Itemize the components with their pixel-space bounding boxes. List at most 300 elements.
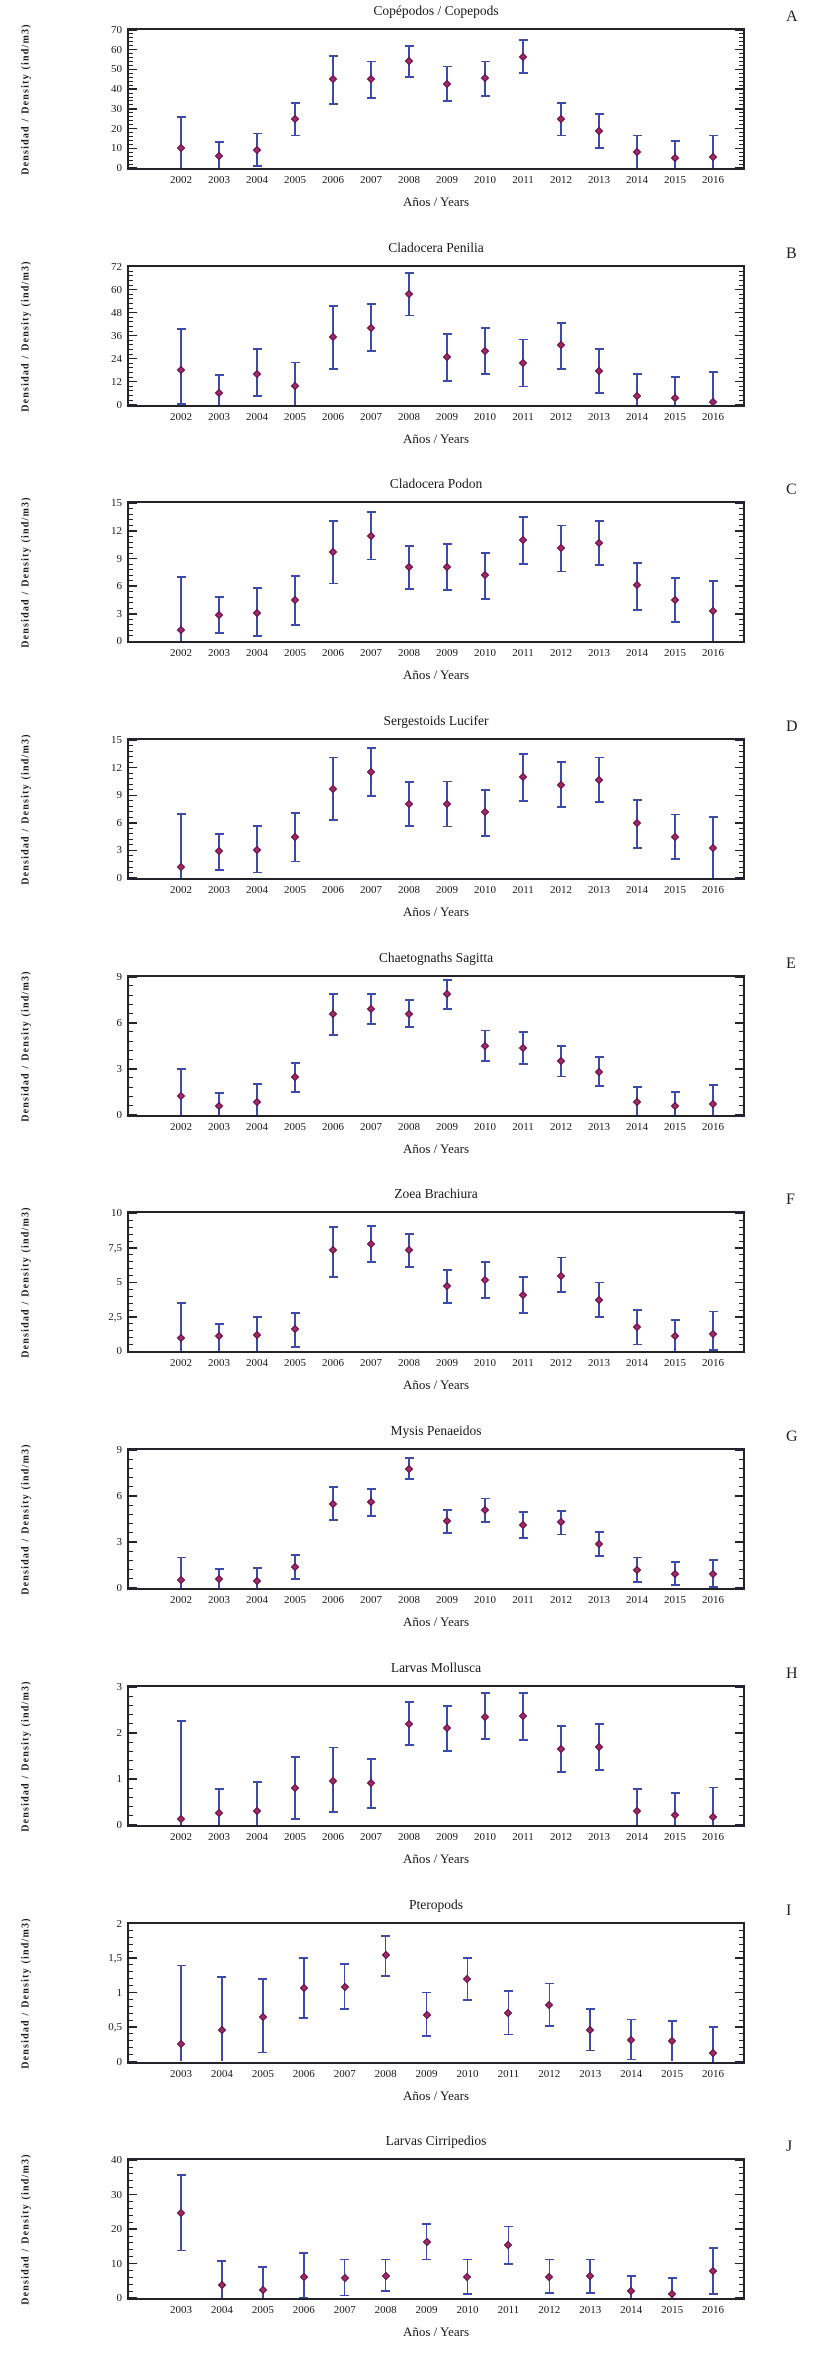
error-bar-cap-top [405, 1233, 414, 1235]
error-bar-cap-top [557, 1510, 566, 1512]
y-minor-tick [129, 553, 133, 554]
y-minor-tick [739, 1096, 743, 1097]
y-minor-tick [129, 872, 133, 873]
y-minor-tick [129, 995, 133, 996]
error-bar-cap-top [633, 1086, 642, 1088]
y-minor-tick [739, 2291, 743, 2292]
y-minor-tick [739, 1964, 743, 1965]
y-minor-tick [129, 2187, 133, 2188]
error-bar-cap-bottom [481, 1521, 490, 1523]
y-minor-tick [739, 367, 743, 368]
y-minor-tick [129, 514, 133, 515]
error-bar-cap-bottom [481, 835, 490, 837]
data-point-marker [557, 544, 565, 552]
y-minor-tick [739, 1337, 743, 1338]
x-tick-label: 2002 [170, 1120, 192, 1133]
data-point-marker [177, 1333, 185, 1341]
y-minor-tick [739, 308, 743, 309]
error-bar-cap-bottom [481, 1738, 490, 1740]
error-bar-cap-bottom [595, 801, 604, 803]
y-minor-tick [739, 120, 743, 121]
error-bar-cap-bottom [519, 1312, 528, 1314]
y-major-tick [129, 108, 137, 110]
y-tick-label: 3 [116, 844, 122, 857]
y-minor-tick [739, 156, 743, 157]
x-tick-label: 2005 [284, 1830, 306, 1843]
error-bar-cap-top [671, 1561, 680, 1563]
error-bar-cap-top [557, 525, 566, 527]
x-tick-label: 2008 [398, 1594, 420, 1607]
y-tick-label: 50 [111, 63, 122, 76]
y-minor-tick [739, 140, 743, 141]
y-tick-label: 9 [116, 1444, 122, 1457]
error-bar-cap-top [557, 761, 566, 763]
x-tick-label: 2010 [474, 647, 496, 660]
error-bar-cap-top [463, 2259, 472, 2261]
data-point-marker [557, 114, 565, 122]
error-bar-line [180, 1721, 182, 1825]
error-bar-cap-top [253, 1567, 262, 1569]
y-minor-tick [129, 271, 133, 272]
y-axis-title: Densidad / Density (ind/m3) [20, 969, 32, 1122]
error-bar-cap-bottom [340, 2295, 349, 2297]
x-tick-label: 2004 [246, 1830, 268, 1843]
error-bar-cap-top [291, 812, 300, 814]
error-bar-cap-top [633, 799, 642, 801]
error-bar-cap-bottom [405, 315, 414, 317]
y-major-tick [129, 613, 137, 615]
y-major-tick [129, 404, 137, 406]
x-tick-label: 2003 [170, 2304, 192, 2317]
y-major-tick [129, 877, 137, 879]
y-major-tick [735, 1247, 743, 1249]
y-tick-label: 0,5 [108, 2021, 122, 2033]
x-axis-title: Años / Years [402, 667, 470, 683]
x-tick-label: 2006 [322, 1830, 344, 1843]
data-point-marker [253, 1807, 261, 1815]
error-bar-cap-bottom [299, 2297, 308, 2299]
y-minor-tick [129, 285, 133, 286]
data-point-marker [218, 2281, 226, 2289]
y-minor-tick [739, 1978, 743, 1979]
x-tick-label: 2007 [360, 1357, 382, 1370]
y-major-tick [129, 1923, 137, 1925]
y-major-tick [735, 2194, 743, 2196]
data-point-marker [671, 1569, 679, 1577]
y-minor-tick [129, 1769, 133, 1770]
x-tick-label: 2008 [374, 2304, 397, 2317]
y-minor-tick [129, 132, 133, 133]
y-minor-tick [739, 630, 743, 631]
y-major-tick [735, 404, 743, 406]
error-bar-cap-top [443, 543, 452, 545]
y-minor-tick [739, 275, 743, 276]
y-major-tick [735, 877, 743, 879]
error-bar-cap-top [367, 303, 376, 305]
y-minor-tick [129, 400, 133, 401]
data-point-marker [215, 1102, 223, 1110]
y-minor-tick [739, 61, 743, 62]
data-point-marker [177, 2040, 185, 2048]
error-bar-cap-top [545, 2259, 554, 2261]
error-bar-cap-bottom [329, 819, 338, 821]
x-tick-label: 2015 [664, 1357, 686, 1370]
y-minor-tick [739, 580, 743, 581]
error-bar-cap-top [291, 102, 300, 104]
error-bar-cap-top [422, 2223, 431, 2225]
y-minor-tick [129, 73, 133, 74]
y-minor-tick [739, 2040, 743, 2041]
y-minor-tick [739, 608, 743, 609]
data-point-marker [177, 2208, 185, 2216]
error-bar-cap-top [215, 596, 224, 598]
y-minor-tick [739, 1468, 743, 1469]
y-major-tick [735, 1213, 743, 1215]
y-major-tick [735, 2061, 743, 2063]
x-tick-label: 2003 [208, 1594, 230, 1607]
error-bar-cap-top [627, 2275, 636, 2277]
error-bar-cap-bottom [329, 1811, 338, 1813]
y-minor-tick [739, 104, 743, 105]
y-minor-tick [129, 280, 133, 281]
plot-frame [127, 975, 745, 1117]
data-point-marker [481, 1275, 489, 1283]
y-minor-tick [129, 1296, 133, 1297]
y-minor-tick [129, 773, 133, 774]
y-minor-tick [739, 33, 743, 34]
x-tick-label: 2011 [512, 1357, 534, 1370]
x-tick-label: 2008 [398, 1830, 420, 1843]
y-minor-tick [739, 85, 743, 86]
y-major-tick [129, 1541, 137, 1543]
error-bar-cap-bottom [557, 1771, 566, 1773]
y-minor-tick [129, 112, 133, 113]
x-axis-title: Años / Years [402, 2087, 470, 2103]
y-minor-tick [739, 53, 743, 54]
x-tick-label: 2008 [398, 1357, 420, 1370]
x-tick-label: 2003 [208, 1830, 230, 1843]
plot-frame [127, 738, 745, 880]
y-minor-tick [739, 2020, 743, 2021]
data-point-marker [177, 1092, 185, 1100]
data-point-marker [291, 1563, 299, 1571]
x-tick-label: 2016 [702, 884, 724, 897]
y-major-tick [129, 976, 137, 978]
y-minor-tick [129, 367, 133, 368]
data-point-marker [709, 153, 717, 161]
x-tick-label: 2005 [284, 1120, 306, 1133]
x-tick-label: 2006 [292, 2067, 315, 2080]
y-minor-tick [129, 1261, 133, 1262]
y-major-tick [735, 585, 743, 587]
y-minor-tick [739, 160, 743, 161]
y-minor-tick [739, 1241, 743, 1242]
data-point-marker [709, 1569, 717, 1577]
y-minor-tick [739, 400, 743, 401]
error-bar-cap-bottom [215, 632, 224, 634]
error-bar-cap-bottom [405, 1266, 414, 1268]
data-point-marker [177, 1575, 185, 1583]
chart-title: Larvas Mollusca [390, 1659, 482, 1675]
data-point-marker [215, 389, 223, 397]
error-bar-cap-bottom [422, 2259, 431, 2261]
y-minor-tick [739, 1059, 743, 1060]
error-bar-cap-bottom [633, 609, 642, 611]
data-point-marker [633, 148, 641, 156]
y-major-tick [129, 1022, 137, 1024]
error-bar-cap-bottom [504, 2263, 513, 2265]
error-bar-cap-bottom [253, 165, 262, 167]
y-minor-tick [129, 363, 133, 364]
error-bar-cap-bottom [481, 373, 490, 375]
error-bar-cap-top [633, 1788, 642, 1790]
chart-title: Copépodos / Copepods [373, 3, 499, 18]
y-minor-tick [129, 331, 133, 332]
y-minor-tick [129, 1303, 133, 1304]
error-bar-cap-top [519, 1692, 528, 1694]
error-bar-cap-top [709, 371, 718, 373]
x-tick-label: 2003 [208, 1120, 230, 1133]
y-minor-tick [739, 344, 743, 345]
x-tick-label: 2011 [497, 2067, 520, 2080]
y-minor-tick [129, 630, 133, 631]
plot-frame [127, 2158, 745, 2300]
x-tick-label: 2004 [246, 647, 268, 660]
error-bar-cap-top [367, 1758, 376, 1760]
y-minor-tick [129, 1227, 133, 1228]
y-tick-label: 12 [111, 524, 122, 537]
y-minor-tick [129, 542, 133, 543]
y-minor-tick [739, 597, 743, 598]
y-minor-tick [739, 1323, 743, 1324]
y-minor-tick [129, 1059, 133, 1060]
y-minor-tick [129, 2277, 133, 2278]
y-minor-tick [129, 800, 133, 801]
error-bar-cap-top [671, 814, 680, 816]
y-axis-title: Densidad / Density (ind/m3) [20, 23, 32, 175]
y-minor-tick [129, 1275, 133, 1276]
y-tick-label: 0 [116, 162, 122, 174]
x-tick-label: 2013 [579, 2067, 602, 2080]
error-bar-line [180, 1303, 182, 1351]
y-minor-tick [739, 519, 743, 520]
y-tick-label: 0 [116, 872, 122, 885]
y-minor-tick [739, 1760, 743, 1761]
y-minor-tick [739, 57, 743, 58]
error-bar-cap-bottom [405, 1026, 414, 1028]
y-major-tick [735, 381, 743, 383]
error-bar-line [218, 1789, 220, 1825]
y-minor-tick [739, 1797, 743, 1798]
x-tick-label: 2005 [284, 410, 306, 423]
y-major-tick [735, 2297, 743, 2299]
error-bar-cap-top [253, 1083, 262, 1085]
y-minor-tick [129, 1523, 133, 1524]
x-tick-label: 2010 [474, 410, 496, 423]
x-tick-label: 2010 [474, 174, 496, 186]
y-major-tick [129, 503, 137, 505]
data-point-marker [671, 1332, 679, 1340]
x-axis-title: Años / Years [402, 1614, 470, 1630]
y-tick-label: 60 [111, 283, 122, 296]
error-bar-cap-top [595, 1531, 604, 1533]
x-tick-label: 2011 [512, 647, 534, 660]
y-minor-tick [129, 1751, 133, 1752]
data-point-marker [519, 359, 527, 367]
y-minor-tick [739, 132, 743, 133]
y-minor-tick [739, 985, 743, 986]
y-minor-tick [129, 1696, 133, 1697]
y-major-tick [735, 289, 743, 291]
error-bar-cap-bottom [557, 571, 566, 573]
y-minor-tick [129, 317, 133, 318]
y-minor-tick [129, 536, 133, 537]
y-tick-label: 0 [116, 2292, 122, 2305]
y-minor-tick [129, 1806, 133, 1807]
data-point-marker [595, 775, 603, 783]
panel-letter: C [786, 481, 797, 499]
error-bar-cap-top [519, 1511, 528, 1513]
y-minor-tick [129, 547, 133, 548]
chart-title: Sergestoids Lucifer [383, 713, 489, 729]
error-bar-cap-bottom [329, 1519, 338, 1521]
data-point-marker [481, 571, 489, 579]
y-minor-tick [739, 2242, 743, 2243]
y-minor-tick [739, 1937, 743, 1938]
error-bar-cap-bottom [595, 392, 604, 394]
data-point-marker [671, 1102, 679, 1110]
y-major-tick [129, 1686, 137, 1688]
error-bar-cap-top [463, 1957, 472, 1959]
chart-panel-h [0, 1657, 837, 1894]
y-minor-tick [739, 1696, 743, 1697]
error-bar-cap-top [519, 39, 528, 41]
y-major-tick [129, 1449, 137, 1451]
error-bar-cap-bottom [519, 563, 528, 565]
data-point-marker [443, 799, 451, 807]
x-tick-label: 2004 [246, 1357, 268, 1370]
y-tick-label: 30 [111, 102, 122, 115]
y-minor-tick [739, 1705, 743, 1706]
error-bar-cap-bottom [405, 1478, 414, 1480]
data-point-marker [557, 781, 565, 789]
x-tick-label: 2004 [210, 2304, 233, 2317]
error-bar-cap-top [381, 1935, 390, 1937]
y-major-tick [735, 108, 743, 110]
x-tick-label: 2015 [661, 2067, 684, 2080]
y-axis-title: Densidad / Density (ind/m3) [20, 1443, 32, 1595]
error-bar-cap-bottom [557, 368, 566, 370]
y-minor-tick [739, 867, 743, 868]
x-axis-title: Años / Years [402, 430, 470, 446]
error-bar-cap-bottom [329, 103, 338, 105]
y-major-tick [735, 29, 743, 31]
data-point-marker [329, 1010, 337, 1018]
error-bar-line [256, 1782, 258, 1825]
x-tick-label: 2012 [550, 647, 572, 660]
y-major-tick [129, 1351, 137, 1353]
error-bar-cap-top [253, 1781, 262, 1783]
y-minor-tick [739, 2236, 743, 2237]
error-bar-cap-top [340, 2259, 349, 2261]
data-point-marker [671, 1810, 679, 1818]
y-minor-tick [129, 93, 133, 94]
error-bar-cap-top [633, 373, 642, 375]
x-tick-label: 2005 [251, 2067, 274, 2080]
data-point-marker [545, 2001, 553, 2009]
data-point-marker [291, 1784, 299, 1792]
y-major-tick [129, 1495, 137, 1497]
data-point-marker [557, 1057, 565, 1065]
y-minor-tick [129, 326, 133, 327]
y-tick-label: 2,5 [108, 1310, 122, 1323]
y-minor-tick [129, 1289, 133, 1290]
error-bar-cap-top [595, 348, 604, 350]
error-bar-cap-top [586, 2008, 595, 2010]
x-tick-label: 2004 [246, 174, 268, 186]
y-major-tick [735, 976, 743, 978]
data-point-marker [405, 1010, 413, 1018]
y-major-tick [735, 148, 743, 150]
y-minor-tick [739, 602, 743, 603]
y-minor-tick [739, 1742, 743, 1743]
data-point-marker [519, 1712, 527, 1720]
error-bar-cap-bottom [709, 1349, 718, 1351]
x-tick-label: 2006 [322, 410, 344, 423]
y-minor-tick [129, 61, 133, 62]
error-bar-cap-top [177, 813, 186, 815]
error-bar-cap-top [367, 511, 376, 513]
error-bar-cap-bottom [443, 826, 452, 828]
y-minor-tick [129, 1788, 133, 1789]
y-minor-tick [129, 1760, 133, 1761]
y-minor-tick [739, 542, 743, 543]
error-bar-cap-bottom [595, 1085, 604, 1087]
y-minor-tick [129, 861, 133, 862]
y-minor-tick [129, 1234, 133, 1235]
error-bar-cap-top [215, 141, 224, 143]
y-minor-tick [739, 2284, 743, 2285]
error-bar-cap-top [422, 1992, 431, 1994]
y-major-tick [129, 1247, 137, 1249]
y-major-tick [735, 2159, 743, 2161]
error-bar-cap-top [258, 1978, 267, 1980]
error-bar-cap-top [481, 1692, 490, 1694]
y-major-tick [735, 312, 743, 314]
y-minor-tick [129, 77, 133, 78]
error-bar-cap-top [253, 1316, 262, 1318]
error-bar-cap-top [633, 135, 642, 137]
error-bar-cap-bottom [367, 350, 376, 352]
y-minor-tick [739, 1815, 743, 1816]
y-major-tick [129, 1824, 137, 1826]
y-major-tick [129, 795, 137, 797]
panel-letter: A [786, 8, 798, 25]
y-tick-label: 9 [116, 552, 122, 565]
y-major-tick [129, 2228, 137, 2230]
y-major-tick [129, 1587, 137, 1589]
y-minor-tick [739, 1344, 743, 1345]
y-major-tick [735, 167, 743, 169]
y-minor-tick [129, 1077, 133, 1078]
error-bar-cap-top [671, 1792, 680, 1794]
y-minor-tick [739, 1723, 743, 1724]
plot-frame [127, 1685, 745, 1827]
error-bar-cap-top [177, 1965, 186, 1967]
x-tick-label: 2005 [251, 2304, 274, 2317]
x-tick-label: 2010 [474, 1594, 496, 1607]
y-axis-title: Densidad / Density (ind/m3) [20, 1916, 32, 2069]
